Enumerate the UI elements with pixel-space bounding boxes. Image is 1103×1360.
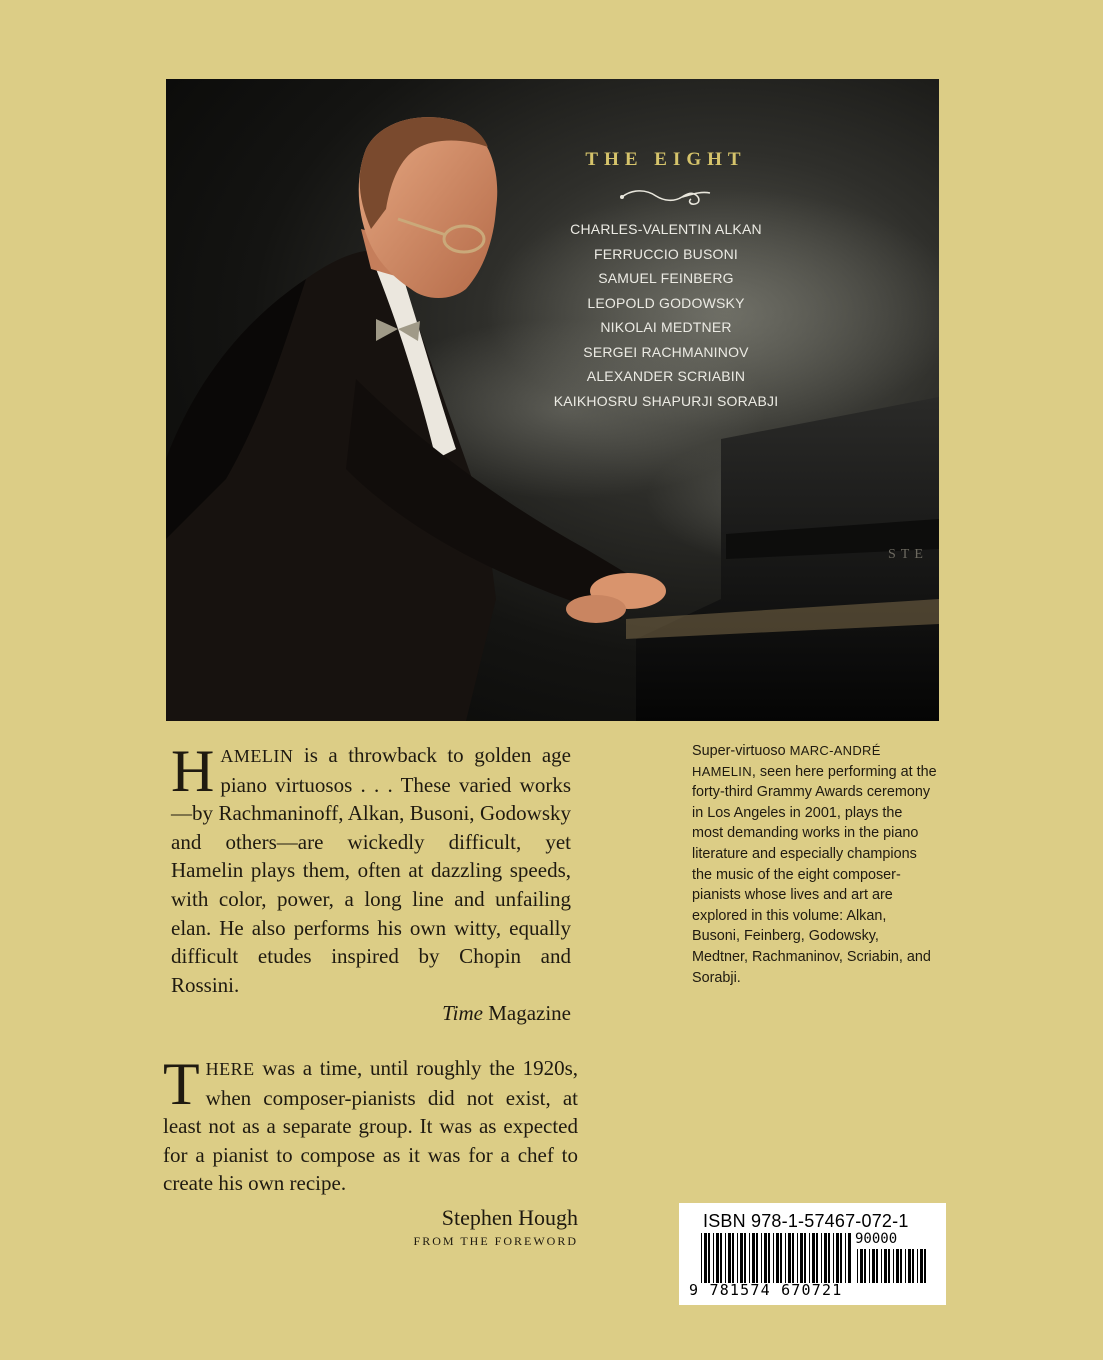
caption-text: , seen here performing at the forty-third Grammy Awards ceremony in Los Angeles in 2001, plays the most demanding works in the piano literature and especially champions the music of the eight composer-pianists whose lives and art are explored in this volume: Alkan, Busoni, Feinberg, Godowsky, Medtner, Rachmaninov, Scriabin, and Sorabji. — [692, 763, 937, 986]
composer-alkan: CHARLES-VALENTIN ALKAN — [570, 221, 762, 237]
photo-caption — [692, 741, 937, 988]
isbn-label: ISBN 978-1-57467-072-1 — [703, 1211, 909, 1231]
quote1-dropcap: H — [171, 738, 215, 804]
quote2-author: Stephen Hough — [441, 1205, 578, 1230]
piano-brand-mark: STE — [888, 547, 928, 562]
quote1-text: is a throwback to golden age piano virtuosos . . . These varied works—by Rachmaninoff, Alkan, Busoni, Godowsky and others—are wickedly difficult, yet Hamelin plays them, often at dazzling speeds, with color, power, a long line and unfailing elan. He also performs his own witty, equally difficult etudes inspired by Chopin and Rossini. — [171, 743, 571, 997]
composer-rachmaninov: SERGEI RACHMANINOV — [583, 343, 749, 360]
composer-godowsky: LEOPOLD GODOWSKY — [587, 294, 745, 311]
composer-scriabin: ALEXANDER SCRIABIN — [586, 368, 746, 384]
quote1-source — [171, 999, 571, 1028]
composer-feinberg: SAMUEL FEINBERG — [598, 270, 734, 286]
isbn-barcode — [679, 1203, 946, 1305]
quote1-source-italic: Time — [442, 1001, 483, 1026]
composer-sorabji: KAIKHOSRU SHAPURJI SORABJI — [553, 392, 779, 409]
foreword-quote — [163, 1051, 578, 1198]
cover-photo — [166, 79, 939, 721]
flourish-ornament — [616, 185, 716, 207]
caption-lead: Super-virtuoso — [692, 743, 790, 759]
barcode-digits: 9 781574 670721 — [689, 1281, 843, 1299]
quote2-dropcap: T — [163, 1051, 200, 1117]
composer-busoni: FERRUCCIO BUSONI — [594, 245, 738, 262]
the-eight-title: THE EIGHT — [585, 149, 747, 170]
quote1-smallcaps: AMELIN — [220, 746, 294, 766]
quote2-smallcaps: HERE — [205, 1059, 255, 1079]
quote1-source-rest: Magazine — [482, 1001, 571, 1026]
time-magazine-quote — [171, 738, 571, 1028]
barcode-bars — [701, 1233, 851, 1283]
caption-name: MARC-ANDRÉ HAMELIN — [692, 743, 881, 779]
addon-barcode-bars — [857, 1249, 927, 1283]
the-eight-block — [546, 149, 786, 413]
quote2-text: was a time, until roughly the 1920s, when composer-pianists did not exist, at least not as a separate group. It was as expected for a pianist to compose as it was for a chef to create his own recipe. — [163, 1056, 578, 1196]
quote2-from: FROM THE FOREWORD — [413, 1234, 578, 1248]
price-code: 90000 — [855, 1231, 898, 1247]
composer-medtner: NIKOLAI MEDTNER — [600, 319, 732, 335]
